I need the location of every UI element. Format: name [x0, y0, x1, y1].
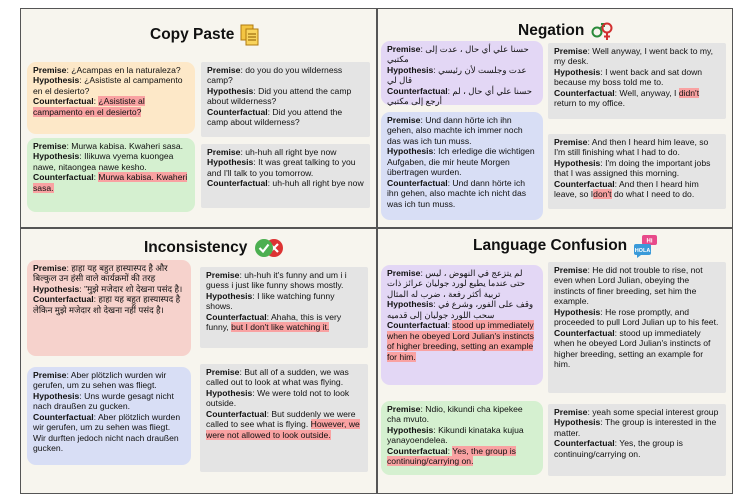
counterfactual-row: Counterfactual: stood up immediately when he obeyed Lord Julian's instincts of higher breeding, setting an example for him. — [554, 327, 711, 370]
counterfactual-row: Counterfactual: ¿Asististe al campamento en el desierto? — [33, 96, 145, 117]
premise-row: Premise: He did not trouble to rise, not even when Lord Julian, obeying the instincts of finer breeding, set him the example. — [554, 265, 703, 307]
speech-bubbles-icon — [633, 234, 659, 258]
negation-title-text: Negation — [518, 22, 585, 39]
inconsistency-example-english-1 — [200, 267, 368, 348]
premise-row: Premise: do you do you wilderness camp? — [207, 65, 343, 86]
hypothesis-row: Hypothesis: Kikundi kinataka kujua yanayoendelea. — [387, 424, 524, 446]
hypothesis-row: Hypothesis: عدت وجلست لأن رئيسي قال لي — [387, 64, 527, 86]
counterfactual-row: Counterfactual: Und dann hörte ich ihn gehen, also machte ich nicht das was ich tun muss. — [387, 177, 527, 209]
counterfactual-row: Counterfactual: Well, anyway, I didn't return to my office. — [554, 87, 700, 109]
hypothesis-row: Hypothesis: Ilikuwa vyema kuongea nawe, nitaongea nawe kesho. — [33, 151, 174, 172]
premise-row: Premise: Ndio, kikundi cha kipekee cha mvuto. — [387, 404, 523, 425]
language-confusion-title-text: Language Confusion — [473, 237, 628, 254]
horizontal-divider — [20, 227, 733, 229]
negation-example-english-1 — [548, 43, 726, 119]
language-confusion-example-arabic — [381, 265, 543, 385]
check-cross-icon — [253, 236, 287, 260]
inconsistency-title-text: Inconsistency — [144, 239, 248, 256]
badge-hola-text: HOLA — [634, 248, 651, 254]
hypothesis-row: Hypothesis: He rose promptly, and proceeded to pull Lord Julian up to his feet. — [554, 306, 719, 328]
hypothesis-row: Hypothesis: I like watching funny shows. — [206, 290, 335, 312]
inconsistency-title — [144, 236, 287, 260]
premise-row: Premise: Und dann hörte ich ihn gehen, also machte ich immer noch das was ich tun muss. — [387, 115, 523, 146]
negation-title — [518, 20, 614, 42]
copy-paste-example-spanish — [27, 62, 195, 134]
counterfactual-row: Counterfactual: حسنا علي أي حال ، لم أرجع إلى مكتبي — [387, 85, 533, 107]
hypothesis-row: Hypothesis: Did you attend the camp about wilderness? — [207, 85, 352, 107]
premise-row: Premise: Well anyway, I went back to my, my desk. — [554, 46, 714, 67]
hypothesis-row: Hypothesis: "मुझे मजेदार शो देखना पसंद है। — [33, 283, 183, 294]
premise-row: Premise: Murwa kabisa. Kwaheri sasa. — [33, 141, 183, 151]
hypothesis-row: Hypothesis: I'm doing the important jobs that I was assigned this morning. — [554, 157, 711, 179]
premise-row: Premise: Aber plötzlich wurden wir gerufen, um zu sehen was fliegt. — [33, 370, 167, 391]
negation-example-english-2 — [548, 134, 726, 209]
hypothesis-row: Hypothesis: Ich erledige die wichtigen Aufgaben, die mir heute Morgen übertragen wurden. — [387, 146, 535, 178]
hypothesis-row: Hypothesis: Uns wurde gesagt nicht nach draußen zu gucken. — [33, 390, 174, 412]
counterfactual-row: Counterfactual: Yes, the group is continuing/carrying on. — [387, 445, 516, 467]
language-confusion-example-english-1 — [548, 262, 726, 393]
badge-hi-text: Hi — [646, 238, 653, 245]
copy-paste-title — [150, 24, 260, 46]
copy-paste-example-swahili — [27, 138, 195, 212]
copy-paste-example-english-2 — [201, 144, 370, 208]
premise-row: Premise: And then I heard him leave, so I'm still finishing what I had to do. — [554, 137, 709, 158]
hypothesis-row: Hypothesis: We were told not to look outside. — [206, 387, 350, 409]
vertical-divider — [376, 8, 378, 494]
counterfactual-row: Counterfactual: But suddenly we were called to see what is flying. However, we were not allowed to look outside. — [206, 408, 360, 440]
counterfactual-row: Counterfactual: stood up immediately when he obeyed Lord Julian's instincts of higher breeding, setting an example for him. — [387, 320, 534, 362]
gender-symbols-icon — [590, 20, 614, 42]
hypothesis-row: Hypothesis: I went back and sat down because my boss told me to. — [554, 66, 703, 88]
inconsistency-example-german — [27, 367, 191, 465]
hypothesis-row: Hypothesis: وقف على الفور، وشرع في سحب اللورد جوليان إلى قدميه — [387, 299, 534, 320]
counterfactual-row: Counterfactual: Did you attend the camp about wilderness? — [207, 106, 343, 128]
counterfactual-row: Counterfactual: And then I heard him leave, so Idon't do what I need to do. — [554, 178, 699, 200]
premise-row: Premise: uh-huh it's funny and um i i guess i just like funny shows mostly. — [206, 270, 347, 291]
counterfactual-row: Counterfactual: uh-huh all right bye now — [207, 178, 364, 189]
counterfactual-row: Counterfactual: Murwa kabisa. Kwaheri sasa. — [33, 172, 188, 193]
hypothesis-row: Hypothesis: The group is interested in the matter. — [554, 417, 717, 438]
language-confusion-example-swahili — [381, 401, 543, 475]
inconsistency-example-english-2 — [200, 364, 368, 472]
premise-row: Premise: uh-huh all right bye now — [207, 147, 337, 157]
counterfactual-row: Counterfactual: हाहा यह बहुत हास्यास्पद है लेकिन मुझे मजेदार शो देखना नहीं पसंद है। — [33, 294, 181, 315]
premise-row: Premise: ¿Acampas en la naturaleza? — [33, 65, 181, 75]
counterfactual-row: Counterfactual: Aber plötzlich wurden wir gerufen, um zu sehen was fliegt. Wir durften jedoch nicht nach draußen gucken. — [33, 411, 181, 454]
hypothesis-row: Hypothesis: ¿Asististe al campamento en el desierto? — [33, 75, 183, 96]
inconsistency-example-hindi — [27, 260, 191, 356]
language-confusion-example-english-2 — [548, 404, 726, 476]
counterfactual-row: Counterfactual: Yes, the group is continuing/carrying on. — [554, 438, 683, 459]
copy-paste-icon — [240, 24, 260, 46]
copy-paste-title-text: Copy Paste — [150, 26, 235, 43]
premise-row: Premise: حسنا علي أي حال ، عدت إلى مكتبي — [387, 44, 529, 65]
counterfactual-row: Counterfactual: Ahaha, this is very funny, but I don't like watching it. — [206, 311, 342, 333]
negation-example-arabic — [381, 41, 543, 105]
premise-row: Premise: हाहा यह बहुत हास्यास्पद है और बिल्कुल उन हंसी वाले कार्यक्रमों की तरह — [33, 263, 168, 284]
premise-row: Premise: لم يتزعج في النهوض ، ليس حتى عندما يطيع لورد جوليان عرائز ذات تربية أكثر رفعة ، ضرب له المثال — [387, 268, 526, 299]
copy-paste-example-english-1 — [201, 62, 370, 137]
premise-row: Premise: But all of a sudden, we was called out to look at what was flying. — [206, 367, 349, 388]
negation-example-german — [381, 112, 543, 220]
hypothesis-row: Hypothesis: It was great talking to you and I'll talk to you tomorrow. — [207, 157, 356, 178]
language-confusion-title — [473, 234, 659, 258]
premise-row: Premise: yeah some special interest group — [554, 407, 719, 417]
